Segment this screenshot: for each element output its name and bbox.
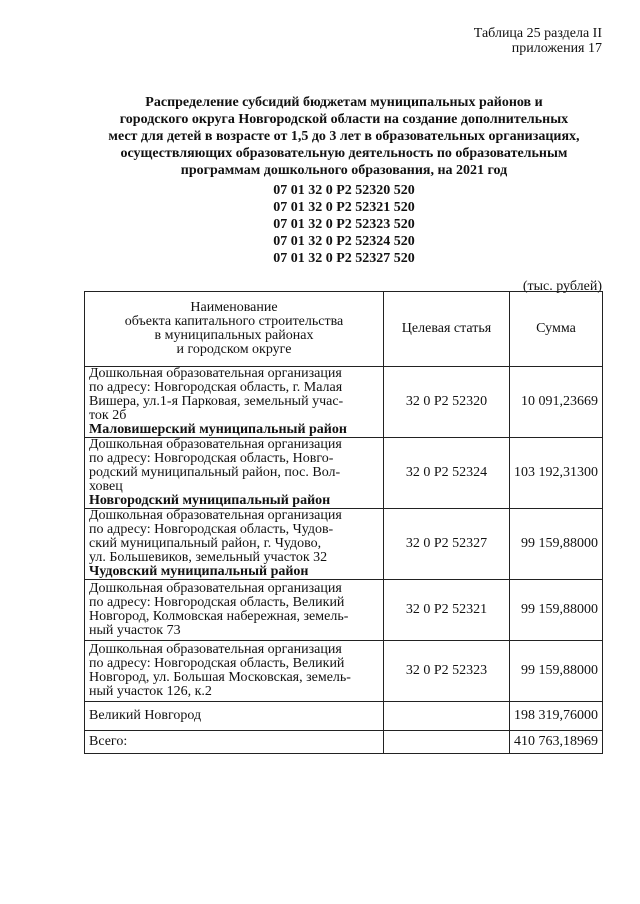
subtotal-sum: 198 319,76000 — [510, 702, 603, 731]
total-sum: 410 763,18969 — [510, 731, 603, 754]
header-sum: Сумма — [510, 292, 603, 367]
sum-cell: 10 091,23669 — [510, 367, 603, 438]
district-name: Чудовский муниципальный район — [89, 564, 309, 579]
table-row — [85, 580, 603, 641]
title-line: программам дошкольного образования, на 2021 год — [180, 163, 508, 178]
object-line: ховец — [89, 479, 123, 494]
title-line: Распределение субсидий бюджетам муниципальных районов и — [145, 95, 543, 110]
object-name-cell — [85, 438, 384, 509]
header-name — [85, 292, 384, 367]
total-row — [85, 731, 603, 754]
budget-code: 07 01 32 0 Р2 52324 520 — [273, 234, 415, 249]
object-line: ский муниципальный район, г. Чудово, — [89, 536, 322, 551]
object-name-cell — [85, 641, 384, 702]
total-code-cell — [384, 731, 510, 754]
table-caption — [474, 26, 602, 56]
object-line: Дошкольная образовательная организация — [89, 366, 342, 381]
sum-cell: 99 159,88000 — [510, 580, 603, 641]
table-row — [85, 438, 603, 509]
target-code-cell: 32 0 Р2 52324 — [384, 438, 510, 509]
object-line: родский муниципальный район, пос. Вол- — [89, 465, 341, 480]
table-row — [85, 367, 603, 438]
object-line: ток 2б — [89, 408, 127, 423]
object-line: ул. Большевиков, земельный участок 32 — [89, 550, 328, 565]
subsidy-table — [84, 291, 603, 754]
subtotal-row — [85, 702, 603, 731]
object-line: Новгород, ул. Большая Московская, земель- — [89, 670, 351, 685]
district-name: Новгородский муниципальный район — [89, 493, 331, 508]
object-line: по адресу: Новгородская область, Новго- — [89, 451, 334, 466]
object-line: Дошкольная образовательная организация — [89, 437, 342, 452]
target-code-cell: 32 0 Р2 52320 — [384, 367, 510, 438]
units-label: (тыс. рублей) — [522, 279, 602, 294]
district-name: Маловишерский муниципальный район — [89, 422, 347, 437]
caption-line: приложения 17 — [511, 41, 602, 56]
budget-code: 07 01 32 0 Р2 52321 520 — [273, 200, 415, 215]
document-title — [84, 94, 604, 179]
sum-cell: 99 159,88000 — [510, 641, 603, 702]
object-line: по адресу: Новгородская область, г. Малая — [89, 380, 343, 395]
object-line: ный участок 73 — [89, 623, 181, 638]
sum-cell: 99 159,88000 — [510, 509, 603, 580]
header-code: Целевая статья — [384, 292, 510, 367]
object-line: по адресу: Новгородская область, Великий — [89, 595, 345, 610]
header-line: в муниципальных районах — [154, 328, 314, 343]
object-line: Дошкольная образовательная организация — [89, 642, 342, 657]
object-line: Дошкольная образовательная организация — [89, 581, 342, 596]
object-name-cell — [85, 367, 384, 438]
table-row — [85, 641, 603, 702]
budget-code: 07 01 32 0 Р2 52323 520 — [273, 217, 415, 232]
object-name-cell — [85, 509, 384, 580]
object-line: по адресу: Новгородская область, Великий — [89, 656, 345, 671]
sum-cell: 103 192,31300 — [510, 438, 603, 509]
title-line: городского округа Новгородской области на создание дополнительных — [119, 112, 569, 127]
subtotal-code-cell — [384, 702, 510, 731]
header-line: Наименование — [190, 300, 278, 315]
table-row — [85, 509, 603, 580]
title-line: осуществляющих образовательную деятельность по образовательным — [120, 146, 568, 161]
header-line: и городском округе — [176, 342, 292, 357]
total-label: Всего: — [85, 731, 384, 754]
object-name-cell — [85, 580, 384, 641]
subtotal-label: Великий Новгород — [85, 702, 384, 731]
object-line: Вишера, ул.1-я Парковая, земельный учас- — [89, 394, 344, 409]
budget-code: 07 01 32 0 Р2 52320 520 — [273, 183, 415, 198]
target-code-cell: 32 0 Р2 52321 — [384, 580, 510, 641]
caption-line: Таблица 25 раздела II — [473, 26, 602, 41]
budget-code: 07 01 32 0 Р2 52327 520 — [273, 251, 415, 266]
object-line: Дошкольная образовательная организация — [89, 508, 342, 523]
object-line: по адресу: Новгородская область, Чудов- — [89, 522, 334, 537]
object-line: ный участок 126, к.2 — [89, 684, 212, 699]
title-line: мест для детей в возрасте от 1,5 до 3 лет в образовательных организациях, — [108, 129, 580, 144]
header-line: объекта капитального строительства — [124, 314, 344, 329]
target-code-cell: 32 0 Р2 52323 — [384, 641, 510, 702]
target-code-cell: 32 0 Р2 52327 — [384, 509, 510, 580]
budget-codes — [84, 182, 604, 267]
object-line: Новгород, Колмовская набережная, земель- — [89, 609, 349, 624]
table-header-row — [85, 292, 603, 367]
